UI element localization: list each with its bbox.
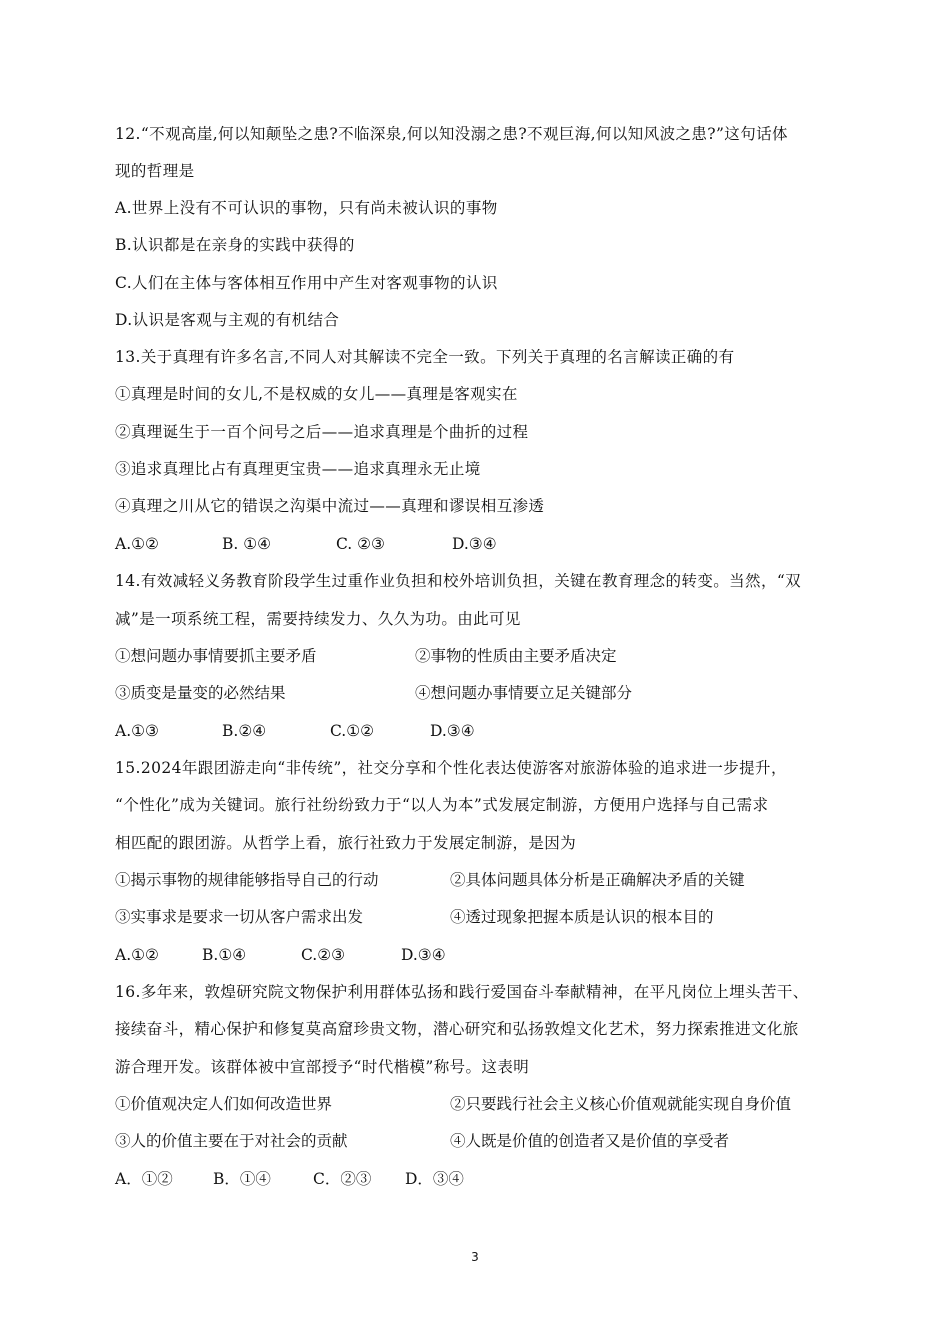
q16-stem-line-1: 16.多年来，敦煌研究院文物保护利用群体弘扬和践行爱国奋斗奉献精神，在平凡岗位上埋头苦干、 — [115, 983, 809, 1001]
q15-choice-c: C.②③ — [301, 946, 346, 964]
q16-choice-b: B．①④ — [213, 1170, 271, 1188]
q15-choice-b: B.①④ — [202, 946, 247, 964]
q14-stem-line-1: 14.有效减轻义务教育阶段学生过重作业负担和校外培训负担，关键在教育理念的转变。当然，“双 — [115, 572, 802, 590]
q14-choices — [115, 721, 475, 741]
q16-statement-2: ②只要践行社会主义核心价值观就能实现自身价值 — [450, 1095, 792, 1113]
q14-statement-2: ②事物的性质由主要矛盾决定 — [415, 647, 617, 665]
q15-stem-line-1: 15.2024年跟团游走向“非传统”，社交分享和个性化表达使游客对旅游体验的追求进一步提升， — [115, 759, 787, 777]
q12-stem-line-2: 现的哲理是 — [115, 162, 195, 180]
q14-choice-d: D.③④ — [430, 722, 475, 740]
q14-statement-1: ①想问题办事情要抓主要矛盾 — [115, 647, 317, 665]
q16-statement-4: ④人既是价值的创造者又是价值的享受者 — [450, 1132, 730, 1150]
q13-choices — [115, 534, 497, 554]
q16-choice-d: D．③④ — [405, 1170, 464, 1188]
q12-option-b: B.认识都是在亲身的实践中获得的 — [115, 236, 355, 254]
q15-stem-line-3: 相匹配的跟团游。从哲学上看，旅行社致力于发展定制游，是因为 — [115, 834, 577, 852]
q13-choice-d: D.③④ — [452, 535, 497, 553]
q14-stem-line-2: 减”是一项系统工程，需要持续发力、久久为功。由此可见 — [115, 610, 521, 628]
q14-choice-b: B.②④ — [222, 722, 267, 740]
q15-statement-3: ③实事求是要求一切从客户需求出发 — [115, 908, 364, 926]
q15-statement-4: ④透过现象把握本质是认识的根本目的 — [450, 908, 714, 926]
q15-statement-1: ①揭示事物的规律能够指导自己的行动 — [115, 871, 379, 889]
q13-statement-2: ②真理诞生于一百个问号之后——追求真理是个曲折的过程 — [115, 423, 529, 441]
page-number: 3 — [471, 1250, 479, 1264]
q16-choice-c: C．②③ — [313, 1170, 372, 1188]
q13-statement-1: ①真理是时间的女儿,不是权威的女儿——真理是客观实在 — [115, 385, 518, 403]
q12-option-a: A.世界上没有不可认识的事物，只有尚未被认识的事物 — [115, 199, 498, 217]
q13-choice-a: A.①② — [115, 535, 159, 553]
q15-choice-d: D.③④ — [401, 946, 446, 964]
q16-stem-line-3: 游合理开发。该群体被中宣部授予“时代楷模”称号。这表明 — [115, 1058, 530, 1076]
q13-stem-line-1: 13.关于真理有许多名言,不同人对其解读不完全一致。下列关于真理的名言解读正确的有 — [115, 348, 735, 366]
q14-statement-4: ④想问题办事情要立足关键部分 — [415, 684, 633, 702]
q13-choice-b: B. ①④ — [222, 535, 272, 553]
q12-stem-line-1: 12.“不观高崖,何以知颠坠之患?不临深泉,何以知没溺之患?不观巨海,何以知风波之患?”这句话体 — [115, 125, 788, 143]
q16-choice-a: A．①② — [115, 1170, 173, 1188]
q15-stem-line-2: “个性化”成为关键词。旅行社纷纷致力于“以人为本”式发展定制游，方便用户选择与自己需求 — [115, 796, 769, 814]
q12-option-c: C.人们在主体与客体相互作用中产生对客观事物的认识 — [115, 274, 498, 292]
q15-statement-2: ②具体问题具体分析是正确解决矛盾的关键 — [450, 871, 745, 889]
q14-choice-a: A.①③ — [115, 722, 159, 740]
q15-choice-a: A.①② — [115, 946, 159, 964]
q16-statement-1: ①价值观决定人们如何改造世界 — [115, 1095, 333, 1113]
q13-choice-c: C. ②③ — [336, 535, 385, 553]
q16-stem-line-2: 接续奋斗，精心保护和修复莫高窟珍贵文物，潜心研究和弘扬敦煌文化艺术，努力探索推进文化旅 — [115, 1020, 799, 1038]
q16-statement-3: ③人的价值主要在于对社会的贡献 — [115, 1132, 348, 1150]
q15-choices — [115, 945, 446, 965]
q14-choice-c: C.①② — [330, 722, 375, 740]
q16-choices — [115, 1169, 464, 1189]
q12-option-d: D.认识是客观与主观的有机结合 — [115, 311, 340, 329]
q13-statement-3: ③追求真理比占有真理更宝贵——追求真理永无止境 — [115, 460, 481, 478]
q13-statement-4: ④真理之川从它的错误之沟渠中流过——真理和谬误相互渗透 — [115, 497, 545, 515]
q14-statement-3: ③质变是量变的必然结果 — [115, 684, 286, 702]
